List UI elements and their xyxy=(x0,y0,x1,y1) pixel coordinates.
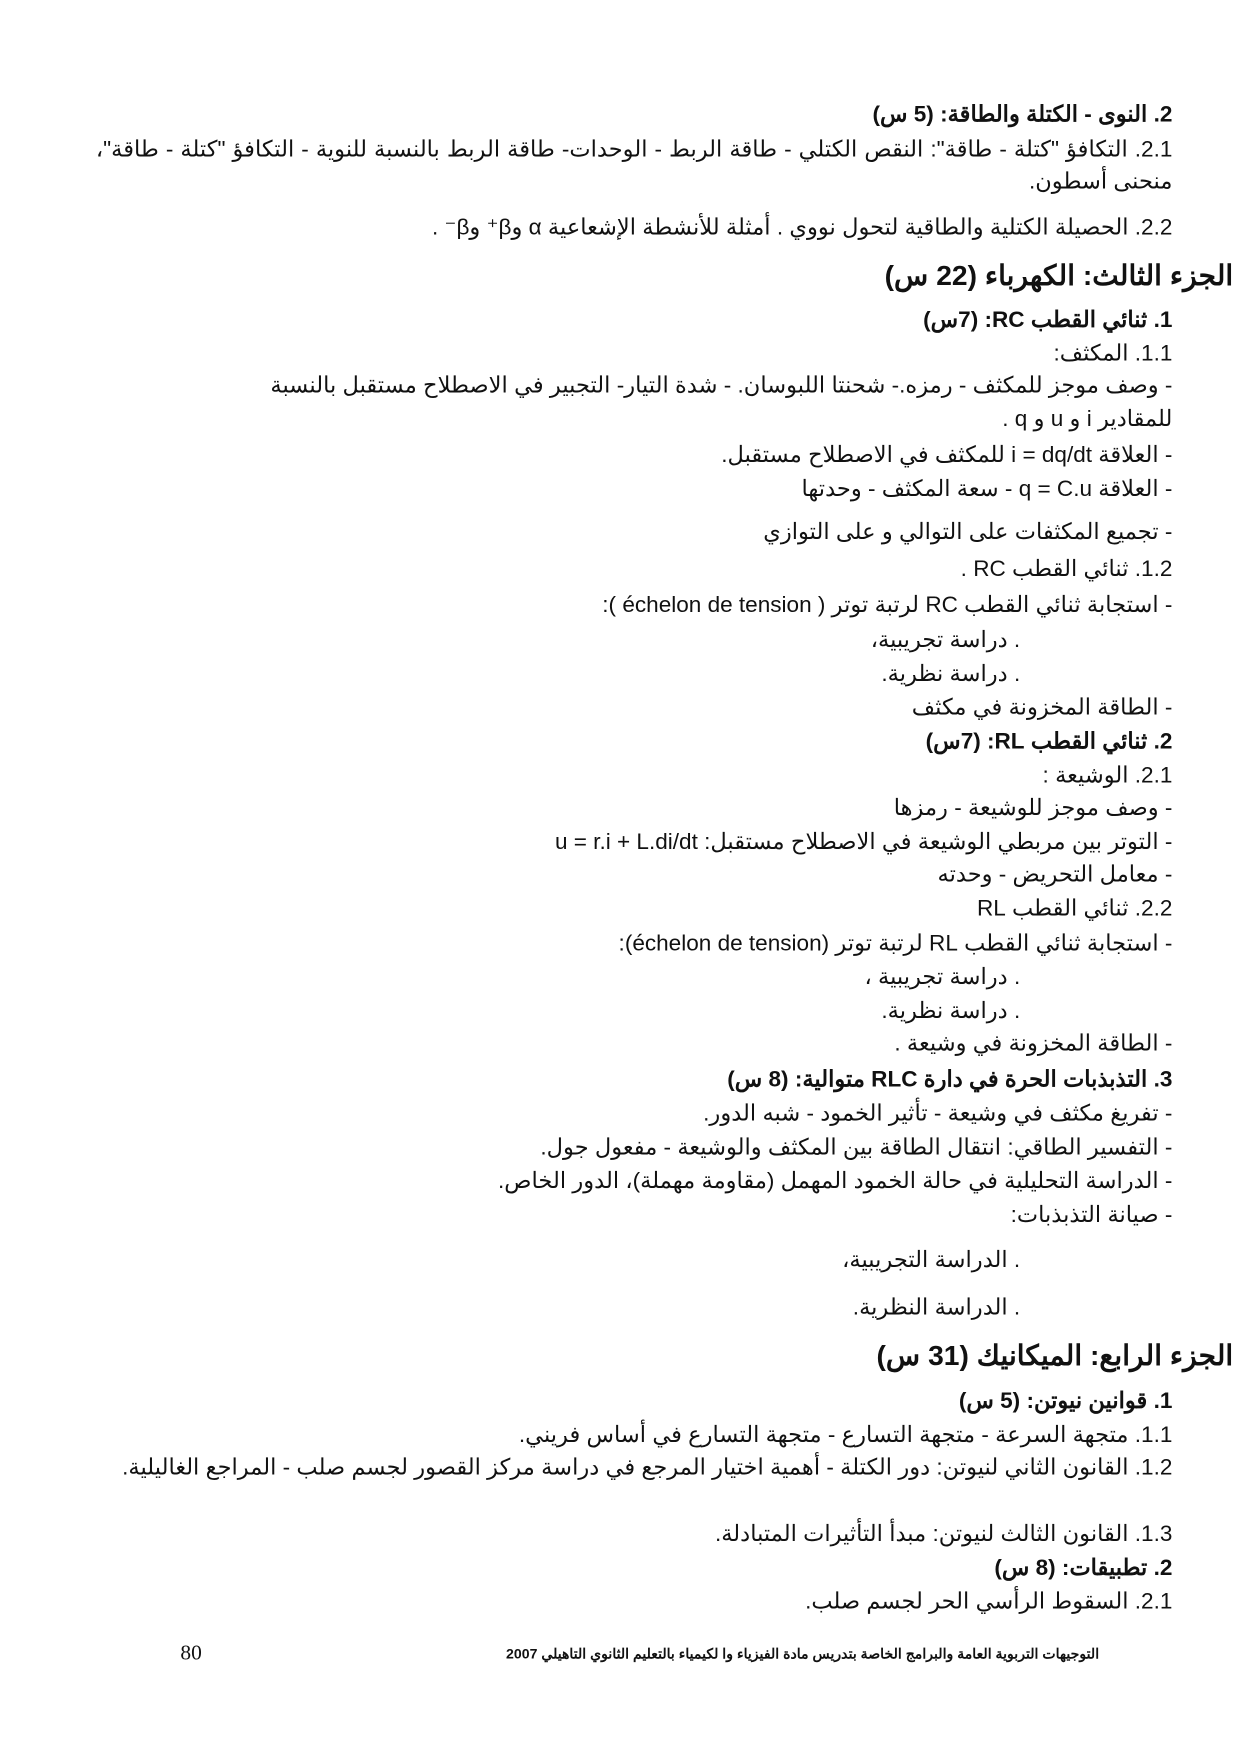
list-item: - معامل التحريض - وحدته xyxy=(937,862,1173,888)
list-item: - صيانة التذبذبات: xyxy=(1010,1202,1173,1228)
part-heading: الجزء الثالث: الكهرباء (22 س) xyxy=(884,260,1234,292)
list-item: . الدراسة التجريبية، xyxy=(842,1247,1021,1273)
subsection-heading: 1.1. المكثف: xyxy=(1053,341,1173,367)
paragraph: 2.1. التكافؤ "كتلة - طاقة": النقص الكتلي - طاقة الربط - الوحدات- طاقة الربط بالنسبة للنوية - التكافؤ "كتلة - طاقة"، منحنى أسطون. xyxy=(95,137,1173,194)
section-heading: 2. النوى - الكتلة والطاقة: (5 س) xyxy=(872,102,1173,128)
paragraph: 2.1. السقوط الرأسي الحر لجسم صلب. xyxy=(805,1589,1173,1615)
list-item: - وصف موجز للوشيعة - رمزها xyxy=(893,795,1173,821)
section-heading: 2. ثنائي القطب RL: (7س) xyxy=(925,729,1173,755)
paragraph: 1.1. متجهة السرعة - متجهة التسارع - متجهة التسارع في أساس فريني. xyxy=(518,1422,1173,1448)
subsection-heading: 2.2. ثنائي القطب RL xyxy=(976,896,1173,922)
part-heading: الجزء الرابع: الميكانيك (31 س) xyxy=(876,1340,1234,1372)
footer-title: التوجيهات التربوية العامة والبرامج الخاصة بتدريس مادة الفيزياء وا لكيمياء بالتعليم الثانوي التاهيلي 2007 xyxy=(506,1645,1100,1662)
list-item: - الدراسة التحليلية في حالة الخمود المهمل (مقاومة مهملة)، الدور الخاص. xyxy=(498,1169,1173,1194)
subsection-heading: 2.1. الوشيعة : xyxy=(1042,763,1173,788)
list-item: . دراسة تجريبية ، xyxy=(864,964,1021,990)
list-item: - تجميع المكثفات على التوالي و على التوازي xyxy=(763,519,1173,545)
list-item: - استجابة ثنائي القطب RL لرتبة توتر (échelon de tension): xyxy=(618,931,1173,956)
list-item: . الدراسة النظرية. xyxy=(852,1295,1021,1321)
list-item: . دراسة تجريبية، xyxy=(870,627,1021,653)
paragraph: 1.3. القانون الثالث لنيوتن: مبدأ التأثيرات المتبادلة. xyxy=(714,1521,1173,1547)
section-heading: 2. تطبيقات: (8 س) xyxy=(994,1555,1173,1581)
list-item: - وصف موجز للمكثف - رمزه.- شحنتا اللبوسان. - شدة التيار- التجبير في الاصطلاح مستقبل بالنسبة xyxy=(270,373,1173,398)
subsection-heading: 1.2. ثنائي القطب RC . xyxy=(960,556,1173,582)
list-item: - الطاقة المخزونة في مكثف xyxy=(911,695,1173,721)
list-item: - تفريغ مكثف في وشيعة - تأثير الخمود - شبه الدور. xyxy=(703,1101,1173,1127)
list-item: - استجابة ثنائي القطب RC لرتبة توتر ( échelon de tension ): xyxy=(602,592,1173,618)
list-item: - العلاقة i = dq/dt للمكثف في الاصطلاح مستقبل. xyxy=(721,443,1173,468)
list-item: . دراسة نظرية. xyxy=(881,661,1021,687)
section-heading: 3. التذبذبات الحرة في دارة RLC متوالية: (8 س) xyxy=(727,1067,1173,1093)
list-item: - التفسير الطاقي: انتقال الطاقة بين المكثف والوشيعة - مفعول جول. xyxy=(540,1135,1173,1160)
list-item: للمقادير i و u و q . xyxy=(1002,406,1173,432)
section-heading: 1. قوانين نيوتن: (5 س) xyxy=(958,1388,1173,1414)
page-number: 80 xyxy=(180,1641,202,1666)
list-item: - التوتر بين مربطي الوشيعة في الاصطلاح مستقبل: u = r.i + L.di/dt xyxy=(554,829,1173,855)
paragraph: 2.2. الحصيلة الكتلية والطاقية لتحول نووي . أمثلة للأنشطة الإشعاعية α وβ⁺ وβ⁻ . xyxy=(432,215,1173,241)
list-item: - العلاقة q = C.u - سعة المكثف - وحدتها xyxy=(801,476,1173,502)
section-heading: 1. ثنائي القطب RC: (7س) xyxy=(923,307,1173,333)
paragraph: 1.2. القانون الثاني لنيوتن: دور الكتلة - أهمية اختيار المرجع في دراسة مركز القصور لجسم صلب - المراجع الغاليلية. xyxy=(122,1455,1173,1481)
list-item: . دراسة نظرية. xyxy=(881,998,1021,1024)
list-item: - الطاقة المخزونة في وشيعة . xyxy=(894,1031,1173,1057)
